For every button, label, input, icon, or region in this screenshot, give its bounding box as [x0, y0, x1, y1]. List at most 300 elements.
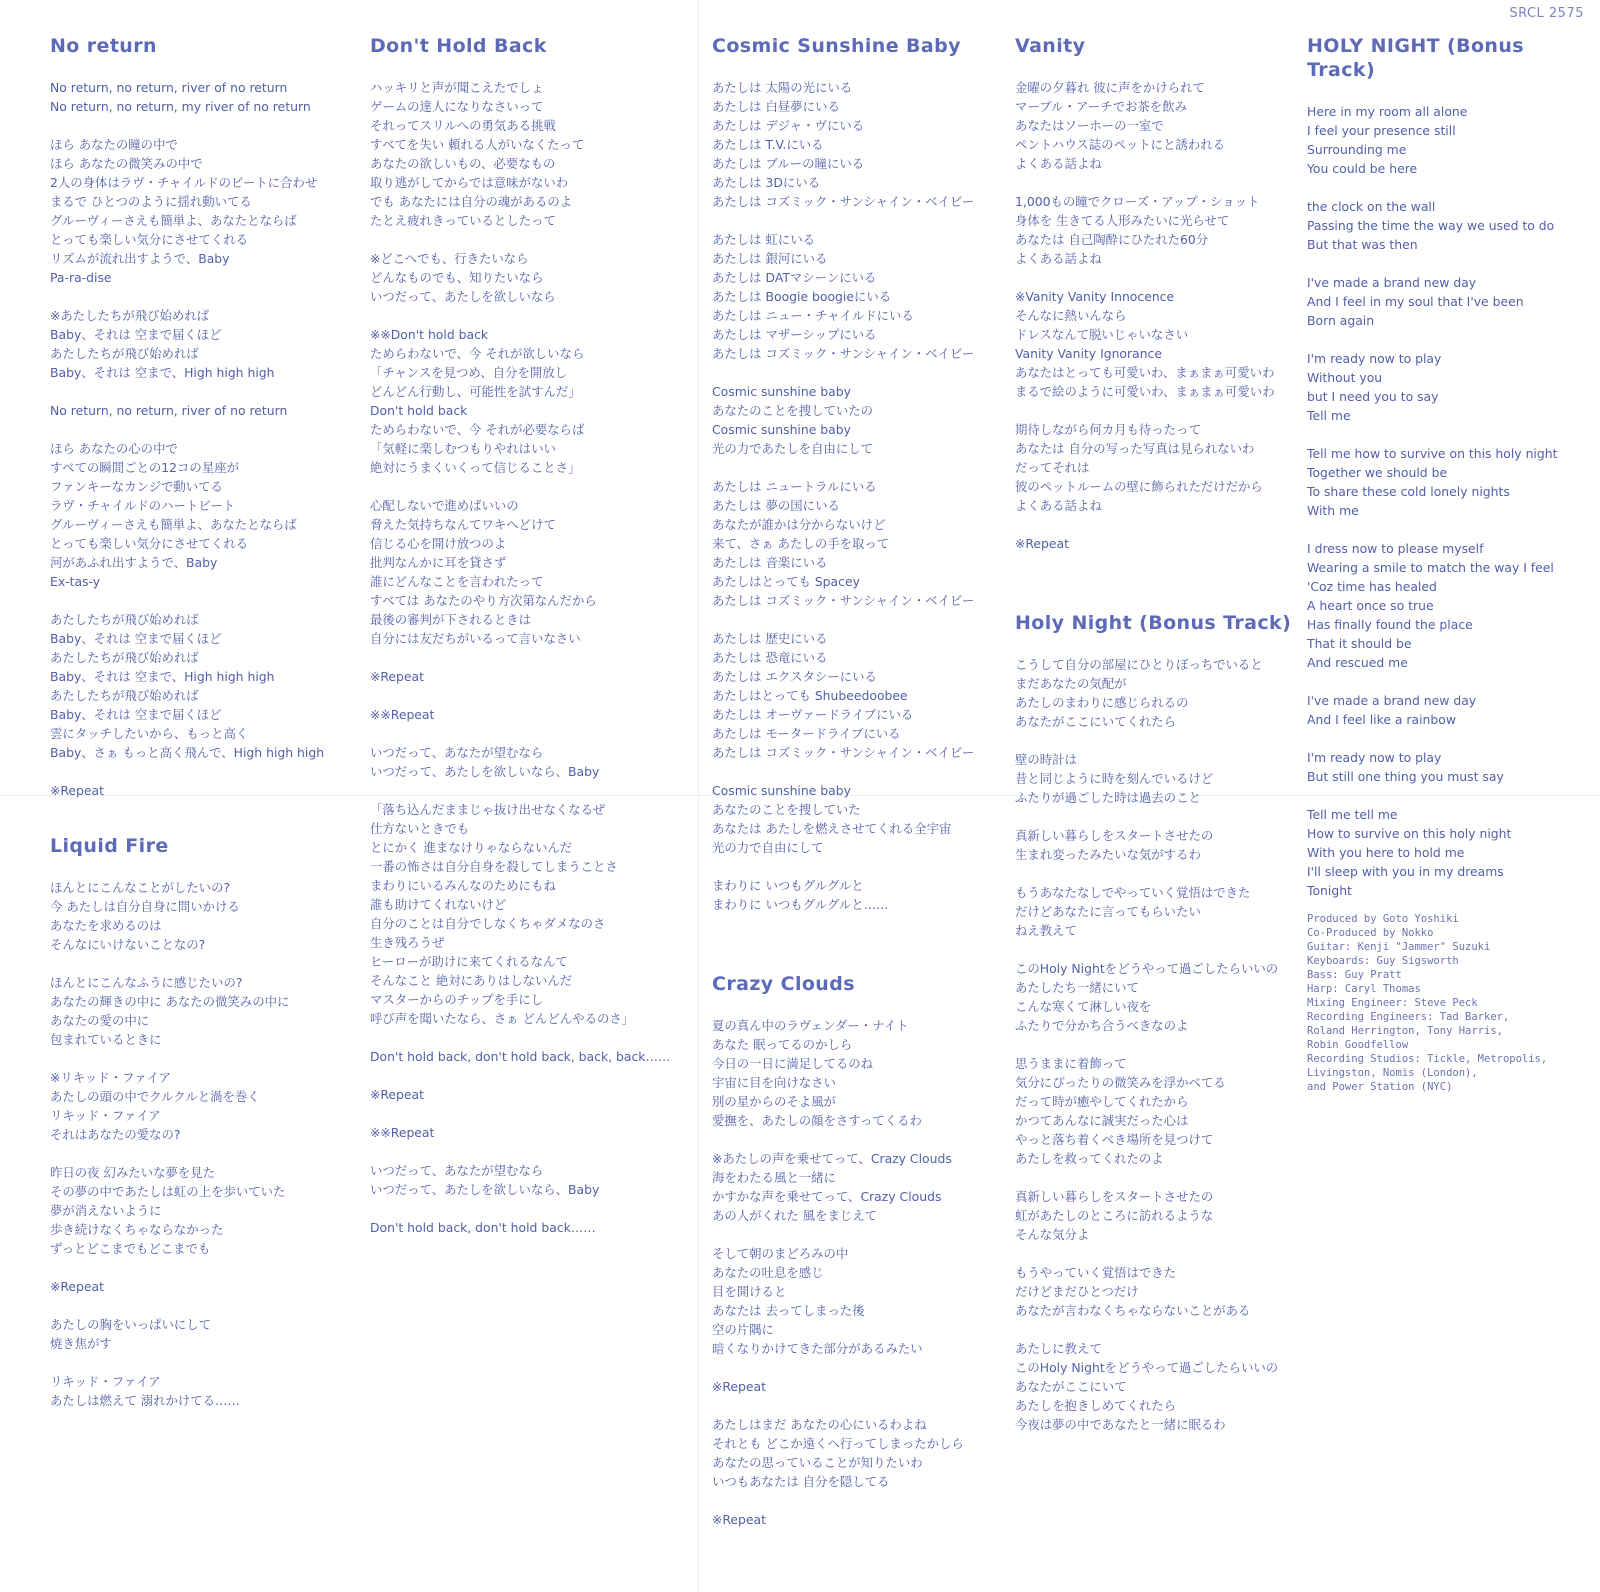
lyric-line: ※Repeat: [1015, 536, 1069, 551]
stanza-gap: [1307, 330, 1592, 349]
lyric-line: 2人の身体はラヴ・チャイルドのビートに合わせ: [50, 175, 318, 190]
lyric-line: Surrounding me: [1307, 142, 1407, 157]
lyric-line: ずっとどこまでもどこまでも: [50, 1241, 211, 1256]
stanza-gap: [712, 1130, 1002, 1149]
lyric-line: 心配しないで進めばいいの: [370, 498, 519, 513]
lyric-line: 今夜は夢の中であなたと一緒に眠るわ: [1015, 1417, 1226, 1432]
lyric-line: マスターからのチップを手にし: [370, 992, 544, 1007]
lyric-line: あなたは あたしを燃えさせてくれる全宇宙: [712, 821, 952, 836]
lyric-line: まるで ひとつのように揺れ動いてる: [50, 194, 252, 209]
credit-line: Keyboards: Guy Sigsworth: [1307, 955, 1459, 967]
song-title: Holy Night (Bonus Track): [1015, 612, 1292, 634]
lyric-line: Pa-ra-dise: [50, 270, 112, 285]
lyric-line: あたしのまわりに感じられるの: [1015, 695, 1189, 710]
lyric-line: あなたのことを捜していたの: [712, 403, 874, 418]
lyric-line: 金曜の夕暮れ 彼に声をかけられて: [1015, 80, 1205, 95]
lyric-line: そんなに熱いんなら: [1015, 308, 1127, 323]
lyric-line: まだあなたの気配が: [1015, 676, 1127, 691]
song-block: [1015, 611, 1300, 1434]
lyric-line: ドレスなんて脱いじゃいなさい: [1015, 327, 1189, 342]
stanza-gap: [1015, 807, 1300, 826]
lyric-line: それとも どこか遠くへ行ってしまったかしら: [712, 1436, 964, 1451]
lyric-line: 気分にぴったりの微笑みを浮かべてる: [1015, 1075, 1226, 1090]
lyric-line: 「落ち込んだままじゃ抜け出せなくなるぜ: [370, 802, 606, 817]
lyric-line: あたしは DATマシーンにいる: [712, 270, 877, 285]
lyric-line: やっと落ち着くべき場所を見つけて: [1015, 1132, 1214, 1147]
lyric-line: リキッド・ファイア: [50, 1108, 161, 1123]
lyric-line: あたしに教えて: [1015, 1341, 1102, 1356]
lyric-line: 仕方ないときでも: [370, 821, 470, 836]
lyric-line: いつだって、あたしを欲しいなら、Baby: [370, 764, 600, 779]
lyric-line: ほら あなたの微笑みの中で: [50, 156, 203, 171]
song-block: [50, 834, 350, 1410]
lyric-line: Cosmic sunshine baby: [712, 384, 851, 399]
lyric-line: ゲームの達人になりなさいって: [370, 99, 544, 114]
lyric-line: Baby、さぁ もっと高く飛んで、High high high: [50, 745, 325, 760]
song-block: [712, 972, 1002, 1529]
lyric-line: ペントハウス誌のペットにと誘われる: [1015, 137, 1226, 152]
lyric-line: いつだって、あなたが望むなら: [370, 1163, 544, 1178]
lyric-line: 真新しい暮らしをスタートさせたの: [1015, 828, 1214, 843]
lyric-line: Cosmic sunshine baby: [712, 422, 851, 437]
lyric-line: あなたはソーホーの一室で: [1015, 118, 1164, 133]
lyric-line: ※Repeat: [370, 669, 424, 684]
lyric-line: こうして自分の部屋にひとりぼっちでいると: [1015, 657, 1263, 672]
lyric-line: このHoly Nightをどうやって過ごしたらいいの: [1015, 961, 1279, 976]
lyric-line: あたしはとっても Spacey: [712, 574, 860, 589]
lyric-line: そして朝のまどろみの中: [712, 1246, 849, 1261]
lyric-line: あたしはまだ あなたの心にいるわよね: [712, 1417, 927, 1432]
lyric-line: I'll sleep with you in my dreams: [1307, 864, 1504, 879]
lyric-line: とにかく 進まなけりゃならないんだ: [370, 840, 573, 855]
stanza-gap: [50, 1144, 350, 1163]
lyric-line: Here in my room all alone: [1307, 104, 1468, 119]
lyric-line: グルーヴィーさえも簡単よ、あなたとならば: [50, 517, 297, 532]
lyric-line: 脅えた気持ちなんてワキへどけて: [370, 517, 556, 532]
stanza-gap: [1307, 520, 1592, 539]
lyric-line: 壁の時計は: [1015, 752, 1077, 767]
lyric-line: どんどん行動し、可能性を試すんだ」: [370, 384, 581, 399]
lyric-line: たとえ疲れきっているとしたって: [370, 213, 556, 228]
lyric-line: あたしは 太陽の光にいる: [712, 80, 853, 95]
lyric-line: Passing the time the way we used to do: [1307, 218, 1555, 233]
lyric-line: あたしを抱きしめてくれたら: [1015, 1398, 1177, 1413]
lyric-line: 最後の審判が下されるときは: [370, 612, 532, 627]
song-title: Vanity: [1015, 35, 1086, 57]
lyric-line: リキッド・ファイア: [50, 1374, 161, 1389]
stanza-gap: [1015, 515, 1300, 534]
lyric-line: とっても楽しい気分にさせてくれる: [50, 232, 249, 247]
lyric-line: 空の片隅に: [712, 1322, 774, 1337]
stanza-gap: [1015, 940, 1300, 959]
lyric-line: あなたは 去ってしまった後: [712, 1303, 865, 1318]
lyric-line: ※Repeat: [712, 1512, 766, 1527]
lyric-line: ※どこへでも、行きたいなら: [370, 251, 529, 266]
lyric-line: あなたは 自分の写った写真は見られないわ: [1015, 441, 1255, 456]
lyric-line: Baby、それは 空まで、High high high: [50, 669, 275, 684]
lyric-line: No return, no return, my river of no return: [50, 99, 311, 114]
lyric-line: ふたりが過ごした時は過去のこと: [1015, 790, 1201, 805]
lyric-line: あなたのことを捜していた: [712, 802, 861, 817]
lyric-line: No return, no return, river of no return: [50, 403, 288, 418]
stanza-gap: [1307, 729, 1592, 748]
lyric-line: And I feel like a rainbow: [1307, 712, 1456, 727]
lyric-line: Cosmic sunshine baby: [712, 783, 851, 798]
lyric-line: Baby、それは 空まで、High high high: [50, 365, 275, 380]
lyric-line: あたしは コズミック・サンシャイン・ベイビー: [712, 745, 975, 760]
lyric-line: すべての瞬間ごとの12コの星座が: [50, 460, 239, 475]
lyric-line: 昨日の夜 幻みたいな夢を見た: [50, 1165, 216, 1180]
lyric-line: ※Repeat: [370, 1087, 424, 1102]
lyric-line: よくある話よね: [1015, 498, 1102, 513]
lyric-line: Baby、それは 空まで届くほど: [50, 631, 222, 646]
lyric-line: あたしたちが飛び始めれば: [50, 650, 199, 665]
lyric-line: かつてあんなに誠実だった心は: [1015, 1113, 1189, 1128]
lyric-line: How to survive on this holy night: [1307, 826, 1512, 841]
lyric-line: ためらわないで、今 それが必要ならば: [370, 422, 585, 437]
lyric-line: Born again: [1307, 313, 1375, 328]
lyric-line: But still one thing you must say: [1307, 769, 1504, 784]
lyric-line: とっても楽しい気分にさせてくれる: [50, 536, 249, 551]
lyric-line: あなたの愛の中に: [50, 1013, 150, 1028]
lyric-line: すべては あなたのやり方次第なんだから: [370, 593, 597, 608]
lyric-line: 今 あたしは自分自身に問いかける: [50, 899, 240, 914]
stanza-gap: [1307, 178, 1592, 197]
lyric-line: 虹があたしのところに訪れるような: [1015, 1208, 1214, 1223]
lyric-line: Baby、それは 空まで届くほど: [50, 707, 222, 722]
song-title: Don't Hold Back: [370, 35, 547, 57]
lyric-line: そんなこと 絶対にありはしないんだ: [370, 973, 573, 988]
song-title: Liquid Fire: [50, 835, 169, 857]
stanza-gap: [50, 1353, 350, 1372]
lyric-line: 批判なんかに耳を貸さず: [370, 555, 507, 570]
stanza-gap: [1307, 672, 1592, 691]
lyric-line: ほら あなたの心の中で: [50, 441, 178, 456]
lyric-line: あなた 眠ってるのかしら: [712, 1037, 853, 1052]
stanza-gap: [712, 1225, 1002, 1244]
lyric-line: ほんとにこんなことがしたいの?: [50, 880, 231, 895]
lyric-line: You could be here: [1307, 161, 1418, 176]
stanza-gap: [370, 648, 690, 667]
lyric-line: 光の力で自由にして: [712, 840, 824, 855]
stanza-gap: [370, 1199, 690, 1218]
lyric-line: 'Coz time has healed: [1307, 579, 1437, 594]
lyric-line: あたしを救ってくれたのよ: [1015, 1151, 1164, 1166]
lyric-line: あなたは 自己陶酔にひたれた60分: [1015, 232, 1209, 247]
lyric-line: あたしは Boogie boogieにいる: [712, 289, 892, 304]
stanza-gap: [370, 1028, 690, 1047]
lyric-line: Without you: [1307, 370, 1383, 385]
lyric-line: だけどまだひとつだけ: [1015, 1284, 1139, 1299]
lyric-line: but I need you to say: [1307, 389, 1439, 404]
lyric-line: ラヴ・チャイルドのハートビート: [50, 498, 235, 513]
lyric-line: No return, no return, river of no return: [50, 80, 288, 95]
lyric-line: 彼のペットルームの壁に飾られただけだから: [1015, 479, 1263, 494]
lyric-line: But that was then: [1307, 237, 1418, 252]
stanza-gap: [50, 1258, 350, 1277]
lyric-line: 誰にどんなことを言われたって: [370, 574, 544, 589]
credit-line: Recording Engineers: Tad Barker,: [1307, 1011, 1510, 1023]
stanza-gap: [1307, 425, 1592, 444]
lyric-line: I've made a brand new day: [1307, 693, 1477, 708]
lyric-line: ねえ教えて: [1015, 923, 1077, 938]
lyrics-column-4: [1015, 34, 1300, 1454]
lyric-line: あなたを求めるのは: [50, 918, 162, 933]
lyric-line: まるで絵のように可愛いわ、まぁまぁ可愛いわ: [1015, 384, 1275, 399]
lyric-line: 誰も助けてくれないけど: [370, 897, 507, 912]
lyric-line: あの人がくれた 風をまじえて: [712, 1208, 878, 1223]
stanza-gap: [370, 686, 690, 705]
lyric-line: あたしは コズミック・サンシャイン・ベイビー: [712, 194, 975, 209]
lyric-line: 包まれているときに: [50, 1032, 162, 1047]
credit-line: Harp: Caryl Thomas: [1307, 983, 1421, 995]
lyric-line: 海をわたる風と一緒に: [712, 1170, 836, 1185]
stanza-gap: [50, 762, 350, 781]
credit-line: Guitar: Kenji "Jammer" Suzuki: [1307, 941, 1491, 953]
song-title: No return: [50, 35, 157, 57]
lyric-line: ※※Don't hold back: [370, 327, 489, 342]
lyric-line: もうやっていく覚悟はできた: [1015, 1265, 1177, 1280]
lyric-line: あたしは 白昼夢にいる: [712, 99, 840, 114]
lyric-line: 宇宙に目を向けなさい: [712, 1075, 836, 1090]
stanza-gap: [1015, 731, 1300, 750]
lyric-line: ※あたしたちが飛び始めれば: [50, 308, 210, 323]
stanza-gap: [50, 954, 350, 973]
stanza-gap: [50, 287, 350, 306]
credit-line: Robin Goodfellow: [1307, 1039, 1409, 1051]
lyric-line: 真新しい暮らしをスタートさせたの: [1015, 1189, 1214, 1204]
lyrics-column-5: [1307, 34, 1592, 1114]
lyrics-column-2: [370, 34, 690, 1257]
lyric-line: 目を開けると: [712, 1284, 787, 1299]
lyric-line: 信じる心を開け放つのよ: [370, 536, 507, 551]
lyric-line: あたしは コズミック・サンシャイン・ベイビー: [712, 346, 975, 361]
lyric-line: Don't hold back, don't hold back, back, back……: [370, 1049, 671, 1064]
lyric-line: ふたりで分かち合うべきなのよ: [1015, 1018, 1189, 1033]
lyric-line: あたしは コズミック・サンシャイン・ベイビー: [712, 593, 975, 608]
lyric-line: 呼び声を聞いたなら、さぁ どんどんやるのさ」: [370, 1011, 635, 1026]
lyric-line: 思うままに着飾って: [1015, 1056, 1127, 1071]
lyric-line: リズムが流れ出すようで、Baby: [50, 251, 230, 266]
lyric-line: 焼き焦がす: [50, 1336, 112, 1351]
song-block: [370, 34, 690, 1237]
lyric-line: 一番の怖さは自分自身を殺してしまうことさ: [370, 859, 618, 874]
lyric-line: その夢の中であたしは虹の上を歩いていた: [50, 1184, 286, 1199]
lyric-line: あたしたちが飛び始めれば: [50, 612, 199, 627]
lyric-line: 来て、さぁ あたしの手を取って: [712, 536, 890, 551]
lyric-line: 身体を 生きてる人形みたいに光らせて: [1015, 213, 1230, 228]
lyric-line: いつだって、あたしを欲しいなら: [370, 289, 556, 304]
credit-line: Co-Produced by Nokko: [1307, 927, 1434, 939]
lyric-line: あたしはとっても Shubeedoobee: [712, 688, 908, 703]
song-title: HOLY NIGHT (Bonus Track): [1307, 35, 1524, 81]
lyric-line: あたしたちが飛び始めれば: [50, 688, 199, 703]
lyric-line: よくある話よね: [1015, 156, 1102, 171]
lyric-line: このHoly Nightをどうやって過ごしたらいいの: [1015, 1360, 1279, 1375]
stanza-gap: [50, 382, 350, 401]
lyric-line: ※Vanity Vanity Innocence: [1015, 289, 1175, 304]
stanza-gap: [712, 363, 1002, 382]
lyric-line: I've made a brand new day: [1307, 275, 1477, 290]
lyric-line: 取り逃がしてからでは意味がないわ: [370, 175, 569, 190]
stanza-gap: [712, 762, 1002, 781]
lyric-line: あたしは 恐竜にいる: [712, 650, 828, 665]
lyric-line: 生き残ろうぜ: [370, 935, 445, 950]
stanza-gap: [712, 610, 1002, 629]
lyric-line: だけどあなたに言ってもらいたい: [1015, 904, 1201, 919]
lyric-line: 生まれ変ったみたいな気がするわ: [1015, 847, 1201, 862]
lyric-line: あなたはとっても可愛いわ、まぁまぁ可愛いわ: [1015, 365, 1275, 380]
lyric-line: グルーヴィーさえも簡単よ、あなたとならば: [50, 213, 297, 228]
lyric-line: あたしは 銀河にいる: [712, 251, 828, 266]
stanza-gap: [370, 1066, 690, 1085]
lyric-line: あなたがここにいて: [1015, 1379, 1127, 1394]
stanza-gap: [50, 420, 350, 439]
stanza-gap: [370, 230, 690, 249]
lyric-line: 「チャンスを見つめ、自分を開放し: [370, 365, 568, 380]
catalog-number: SRCL 2575: [1509, 6, 1584, 21]
stanza-gap: [1015, 1320, 1300, 1339]
stanza-gap: [1015, 268, 1300, 287]
lyric-line: To share these cold lonely nights: [1307, 484, 1510, 499]
lyric-line: the clock on the wall: [1307, 199, 1436, 214]
lyric-line: いつだって、あたしを欲しいなら、Baby: [370, 1182, 600, 1197]
lyric-line: それってスリルへの勇気ある挑戦: [370, 118, 556, 133]
stanza-gap: [50, 116, 350, 135]
lyrics-column-1: [50, 34, 350, 1430]
lyric-line: 今日の一日に満足してるのね: [712, 1056, 874, 1071]
stanza-gap: [370, 477, 690, 496]
lyric-line: Tell me how to survive on this holy night: [1307, 446, 1558, 461]
lyric-line: With you here to hold me: [1307, 845, 1465, 860]
song-block: [712, 34, 1002, 914]
lyric-line: いつもあなたは 自分を隠してる: [712, 1474, 890, 1489]
song-block: [1307, 34, 1592, 1094]
lyric-line: あなたの欲しいもの、必要なもの: [370, 156, 556, 171]
lyric-line: 夢が消えないように: [50, 1203, 162, 1218]
stanza-gap: [370, 724, 690, 743]
lyric-line: あなたが誰かは分からないけど: [712, 517, 886, 532]
credit-line: and Power Station (NYC): [1307, 1081, 1453, 1093]
lyric-line: あたしは 3Dにいる: [712, 175, 821, 190]
lyric-line: Wearing a smile to match the way I feel: [1307, 560, 1554, 575]
lyric-line: あたしは ニュー・チャイルドにいる: [712, 308, 914, 323]
lyric-line: ※※Repeat: [370, 1125, 435, 1140]
lyric-line: 期待しながら何カ月も待ったって: [1015, 422, 1201, 437]
lyric-line: ※あたしの声を乗せてって、Crazy Clouds: [712, 1151, 952, 1166]
lyric-line: And I feel in my soul that I've been: [1307, 294, 1524, 309]
lyric-line: こんな寒くて淋しい夜を: [1015, 999, 1152, 1014]
lyric-line: あたしの胸をいっぱいにして: [50, 1317, 212, 1332]
stanza-gap: [1015, 401, 1300, 420]
lyric-line: あたしは ニュートラルにいる: [712, 479, 877, 494]
stanza-gap: [50, 591, 350, 610]
lyric-line: あたしは 音楽にいる: [712, 555, 828, 570]
lyric-line: That it should be: [1307, 636, 1412, 651]
stanza-gap: [370, 1104, 690, 1123]
lyric-line: あたしは オーヴァードライブにいる: [712, 707, 914, 722]
lyric-line: そんな気分よ: [1015, 1227, 1090, 1242]
lyric-line: ※Repeat: [712, 1379, 766, 1394]
lyric-line: ヒーローが助けに来てくれるなんて: [370, 954, 568, 969]
credit-line: Bass: Guy Pratt: [1307, 969, 1402, 981]
lyric-line: Tell me tell me: [1307, 807, 1398, 822]
lyric-line: あなたが言わなくちゃならないことがある: [1015, 1303, 1251, 1318]
stanza-gap: [50, 1296, 350, 1315]
lyric-line: だってそれは: [1015, 460, 1090, 475]
lyric-line: ほら あなたの瞳の中で: [50, 137, 178, 152]
lyric-line: Baby、それは 空まで届くほど: [50, 327, 222, 342]
credit-line: Livingston, Nomis (London),: [1307, 1067, 1478, 1079]
stanza-gap: [712, 1491, 1002, 1510]
lyric-line: ファンキーなカンジで動いてる: [50, 479, 223, 494]
lyric-line: あたしは デジャ・ヴにいる: [712, 118, 865, 133]
lyric-line: 絶対にうまくいくって信じることさ」: [370, 460, 581, 475]
lyric-line: まわりに いつもグルグルと: [712, 878, 864, 893]
lyric-line: I'm ready now to play: [1307, 750, 1442, 765]
lyric-line: ほんとにこんなふうに感じたいの?: [50, 975, 243, 990]
lyric-line: あたしは ブルーの瞳にいる: [712, 156, 865, 171]
lyric-line: あたしは 虹にいる: [712, 232, 816, 247]
song-title: Crazy Clouds: [712, 973, 855, 995]
lyric-line: そんなにいけないことなの?: [50, 937, 206, 952]
lyric-line: 昔と同じように時を刻んでいるけど: [1015, 771, 1214, 786]
lyric-line: あたしは マザーシップにいる: [712, 327, 877, 342]
lyric-line: あなたの吐息を感じ: [712, 1265, 824, 1280]
lyric-line: あたしたち一緒にいて: [1015, 980, 1139, 995]
lyric-line: ※Repeat: [50, 783, 104, 798]
lyric-line: 河があふれ出すようで、Baby: [50, 555, 218, 570]
lyric-line: Together we should be: [1307, 465, 1448, 480]
lyric-line: ためらわないで、今 それが欲しいなら: [370, 346, 585, 361]
lyric-line: Tonight: [1307, 883, 1352, 898]
stanza-gap: [50, 1049, 350, 1068]
lyric-line: I'm ready now to play: [1307, 351, 1442, 366]
credit-line: Mixing Engineer: Steve Peck: [1307, 997, 1478, 1009]
lyric-line: 光の力であたしを自由にして: [712, 441, 874, 456]
lyric-line: ※リキッド・ファイア: [50, 1070, 172, 1085]
lyric-line: あたしは エクスタシーにいる: [712, 669, 877, 684]
stanza-gap: [712, 1396, 1002, 1415]
lyric-line: あなたがここにいてくれたら: [1015, 714, 1177, 729]
credit-line: Roland Herrington, Tony Harris,: [1307, 1025, 1503, 1037]
lyric-line: Don't hold back: [370, 403, 468, 418]
stanza-gap: [712, 211, 1002, 230]
lyric-line: 暗くなりかけてきた部分があるみたい: [712, 1341, 923, 1356]
stanza-gap: [1015, 173, 1300, 192]
lyric-line: 夏の真ん中のラヴェンダー・ナイト: [712, 1018, 909, 1033]
lyric-line: I dress now to please myself: [1307, 541, 1484, 556]
song-block: [50, 34, 350, 800]
lyric-line: それはあなたの愛なの?: [50, 1127, 181, 1142]
stanza-gap: [370, 781, 690, 800]
lyric-line: でも あなたには自分の魂があるのよ: [370, 194, 573, 209]
lyric-line: あたしたちが飛び始めれば: [50, 346, 199, 361]
lyric-line: もうあなたなしでやっていく覚悟はできた: [1015, 885, 1251, 900]
song-block: [1015, 34, 1300, 553]
credit-line: Produced by Goto Yoshiki: [1307, 913, 1459, 925]
lyric-line: 愛撫を、あたしの顔をさすってくるわ: [712, 1113, 922, 1128]
stanza-gap: [1307, 254, 1592, 273]
lyric-line: ハッキリと声が聞こえたでしょ: [370, 80, 544, 95]
lyric-line: まわりに いつもグルグルと……: [712, 897, 889, 912]
lyric-line: まわりにいるみんなのためにもね: [370, 878, 556, 893]
lyric-line: あたしは 歴史にいる: [712, 631, 828, 646]
lyric-line: あたしは T.V.にいる: [712, 137, 824, 152]
stanza-gap: [712, 458, 1002, 477]
lyric-line: あたしの頭の中でクルクルと渦を巻く: [50, 1089, 260, 1104]
lyric-line: 歩き続けなくちゃならなかった: [50, 1222, 224, 1237]
